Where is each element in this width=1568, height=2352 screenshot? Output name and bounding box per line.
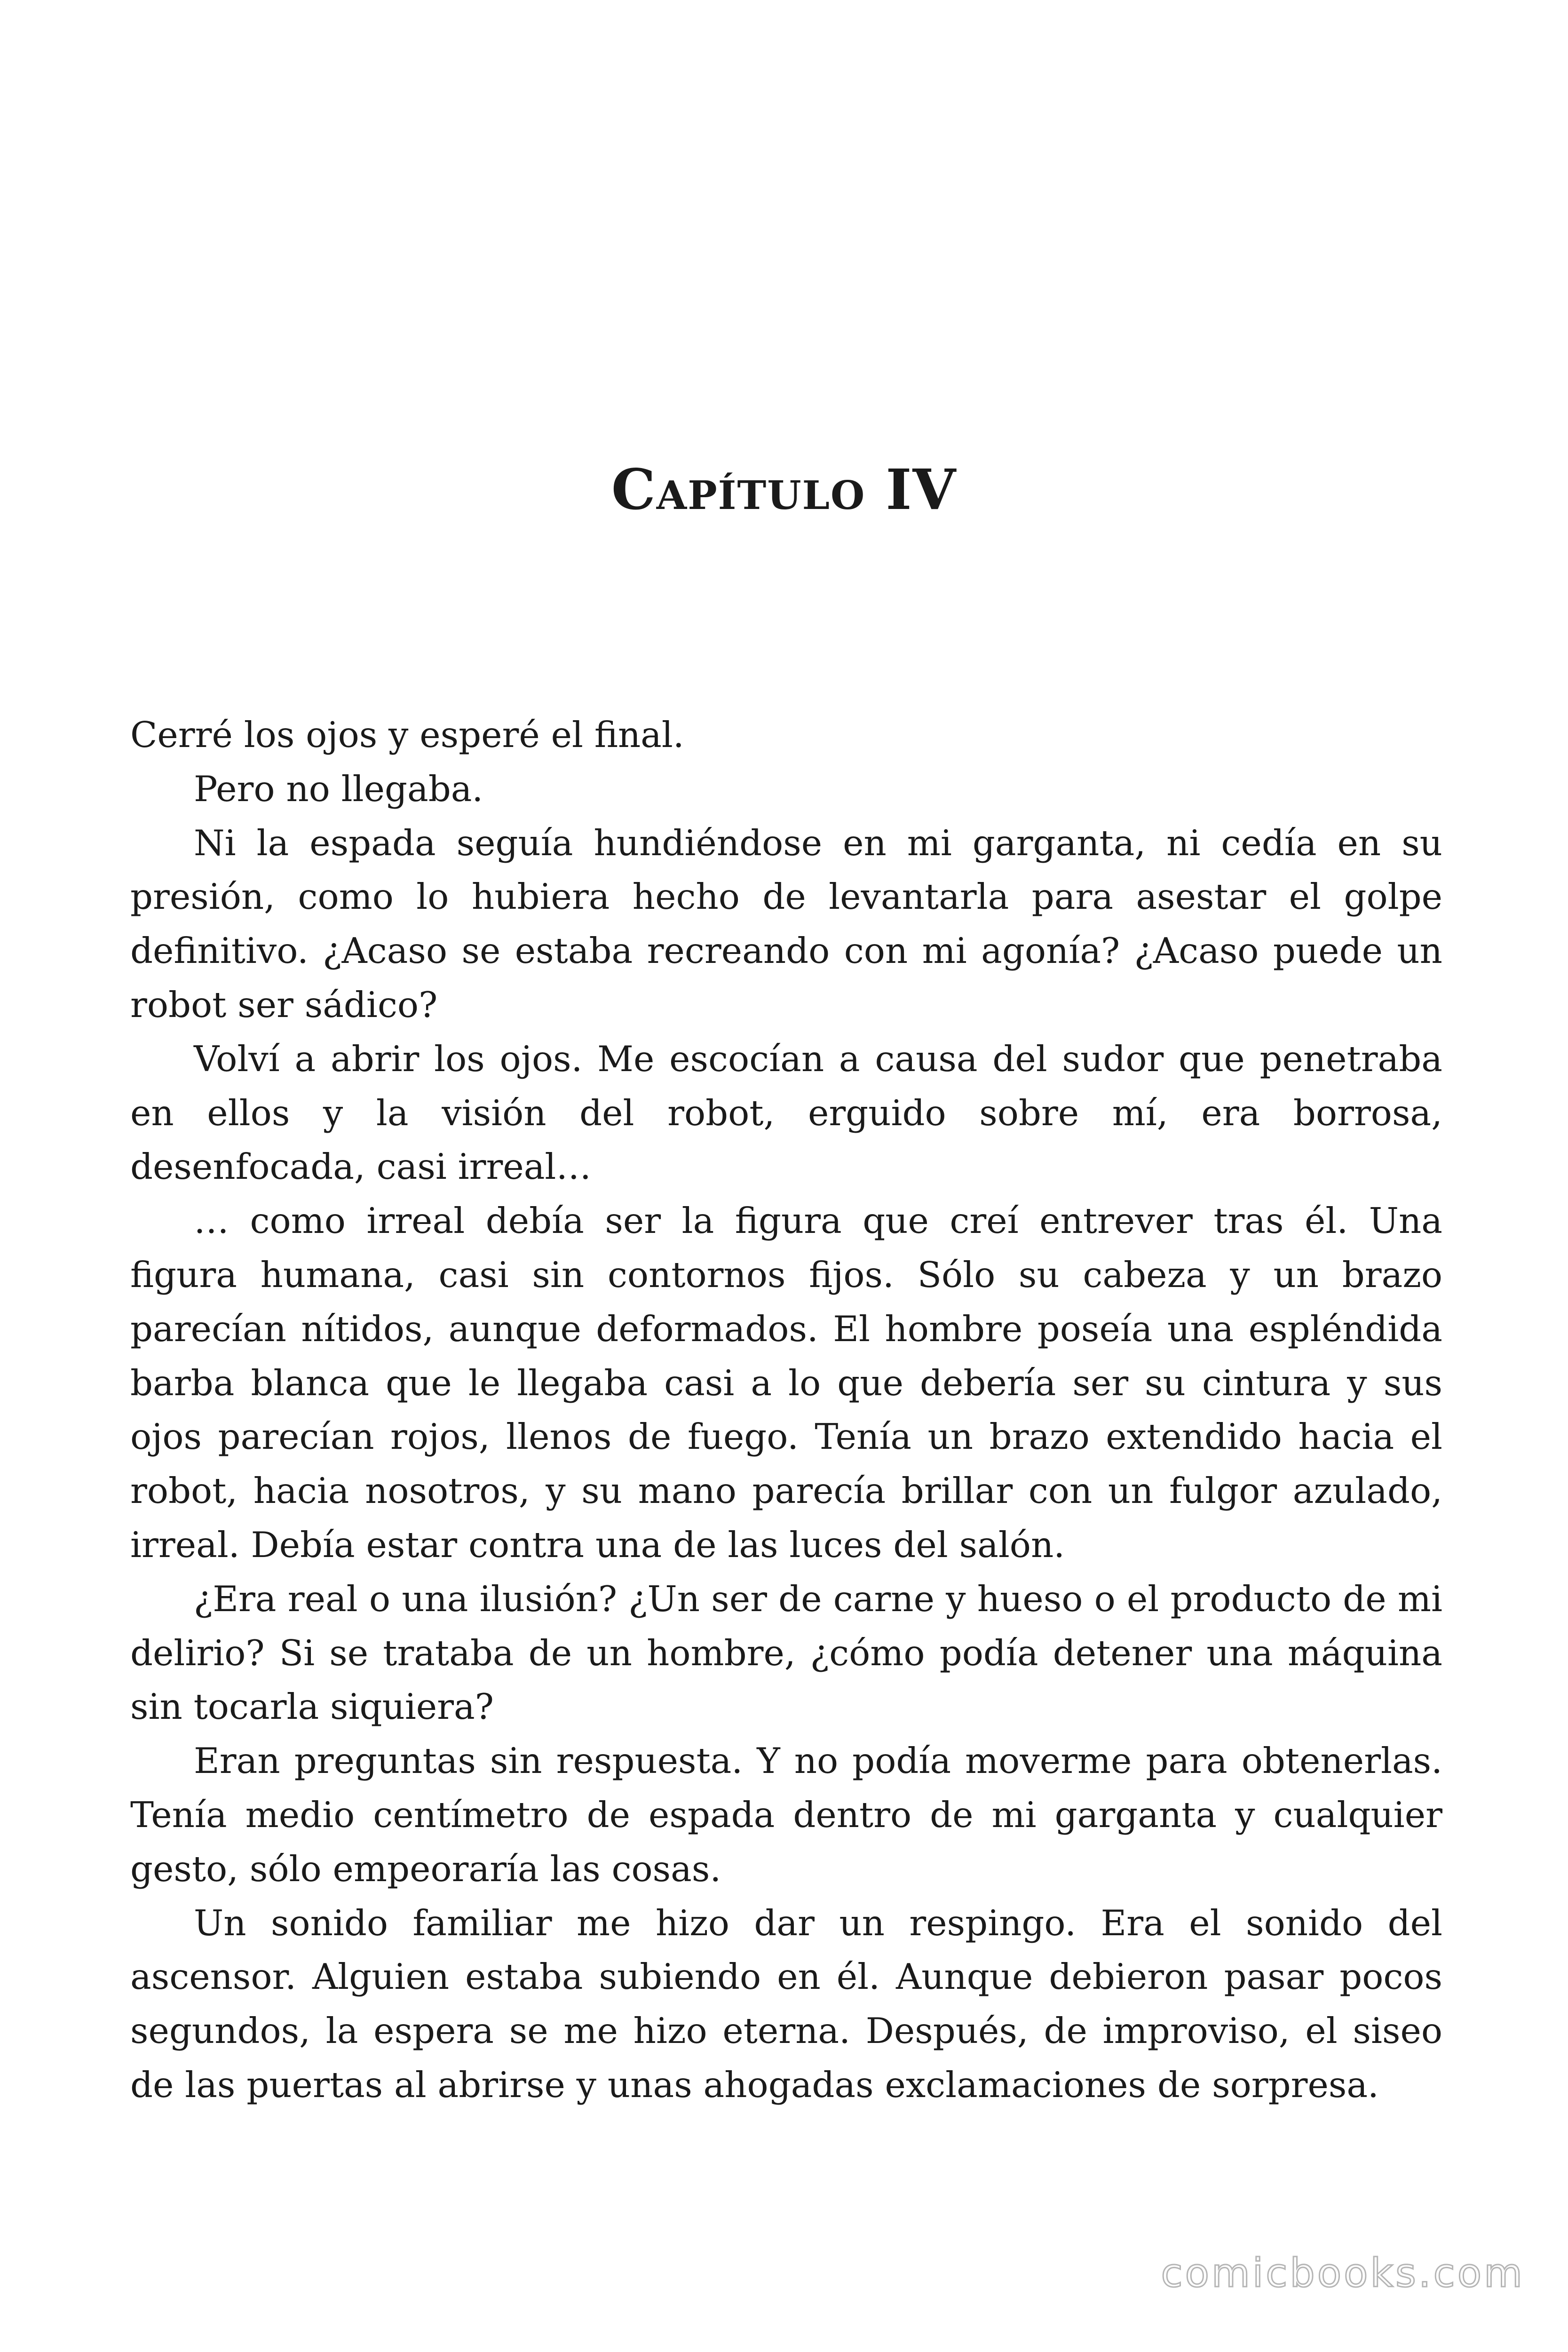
paragraph: Pero no llegaba. bbox=[194, 768, 483, 810]
paragraph: … como irreal debía ser la figura que creí entrever tras él. Una figura humana, casi sin contornos fijos. Sólo su cabeza y un brazo parecían nítidos, aunque deformados. El hombre poseía una espléndida barba blanca que le llegaba casi a lo que debería ser su cintura y sus ojos parecían rojos, llenos de fuego. Tenía un brazo extendido hacia el robot, hacia nosotros, y su mano parecía brillar con un fulgor azulado, irreal. Debía estar contra una de las luces del salón. bbox=[130, 1200, 1442, 1565]
paragraph: Un sonido familiar me hizo dar un respingo. Era el sonido del ascensor. Alguien estaba subiendo en él. Aunque debieron pasar pocos segundos, la espera se me hizo eterna. Después, de improviso, el siseo de las puertas al abrirse y unas ahogadas exclamaciones de sorpresa. bbox=[130, 1902, 1442, 2106]
chapter-title: Capítulo IV bbox=[611, 457, 957, 522]
paragraph: Cerré los ojos y esperé el final. bbox=[130, 714, 684, 755]
paragraph: ¿Era real o una ilusión? ¿Un ser de carne y hueso o el producto de mi delirio? Si se trataba de un hombre, ¿cómo podía detener una máquina sin tocarla siquiera? bbox=[130, 1578, 1442, 1728]
paragraph: Volví a abrir los ojos. Me escocían a causa del sudor que penetraba en ellos y la visión del robot, erguido sobre mí, era borrosa, desenfocada, casi irreal… bbox=[130, 1038, 1442, 1188]
watermark: comicbooks.com bbox=[1161, 2250, 1525, 2296]
paragraph: Eran preguntas sin respuesta. Y no podía moverme para obtenerlas. Tenía medio centímetro de espada dentro de mi garganta y cualquier gesto, sólo empeoraría las cosas. bbox=[130, 1740, 1442, 1890]
chapter-body bbox=[130, 708, 1442, 2112]
paragraph: Ni la espada seguía hundiéndose en mi garganta, ni cedía en su presión, como lo hubiera hecho de levantarla para asestar el golpe definitivo. ¿Acaso se estaba recreando con mi agonía? ¿Acaso puede un robot ser sádico? bbox=[130, 822, 1442, 1025]
